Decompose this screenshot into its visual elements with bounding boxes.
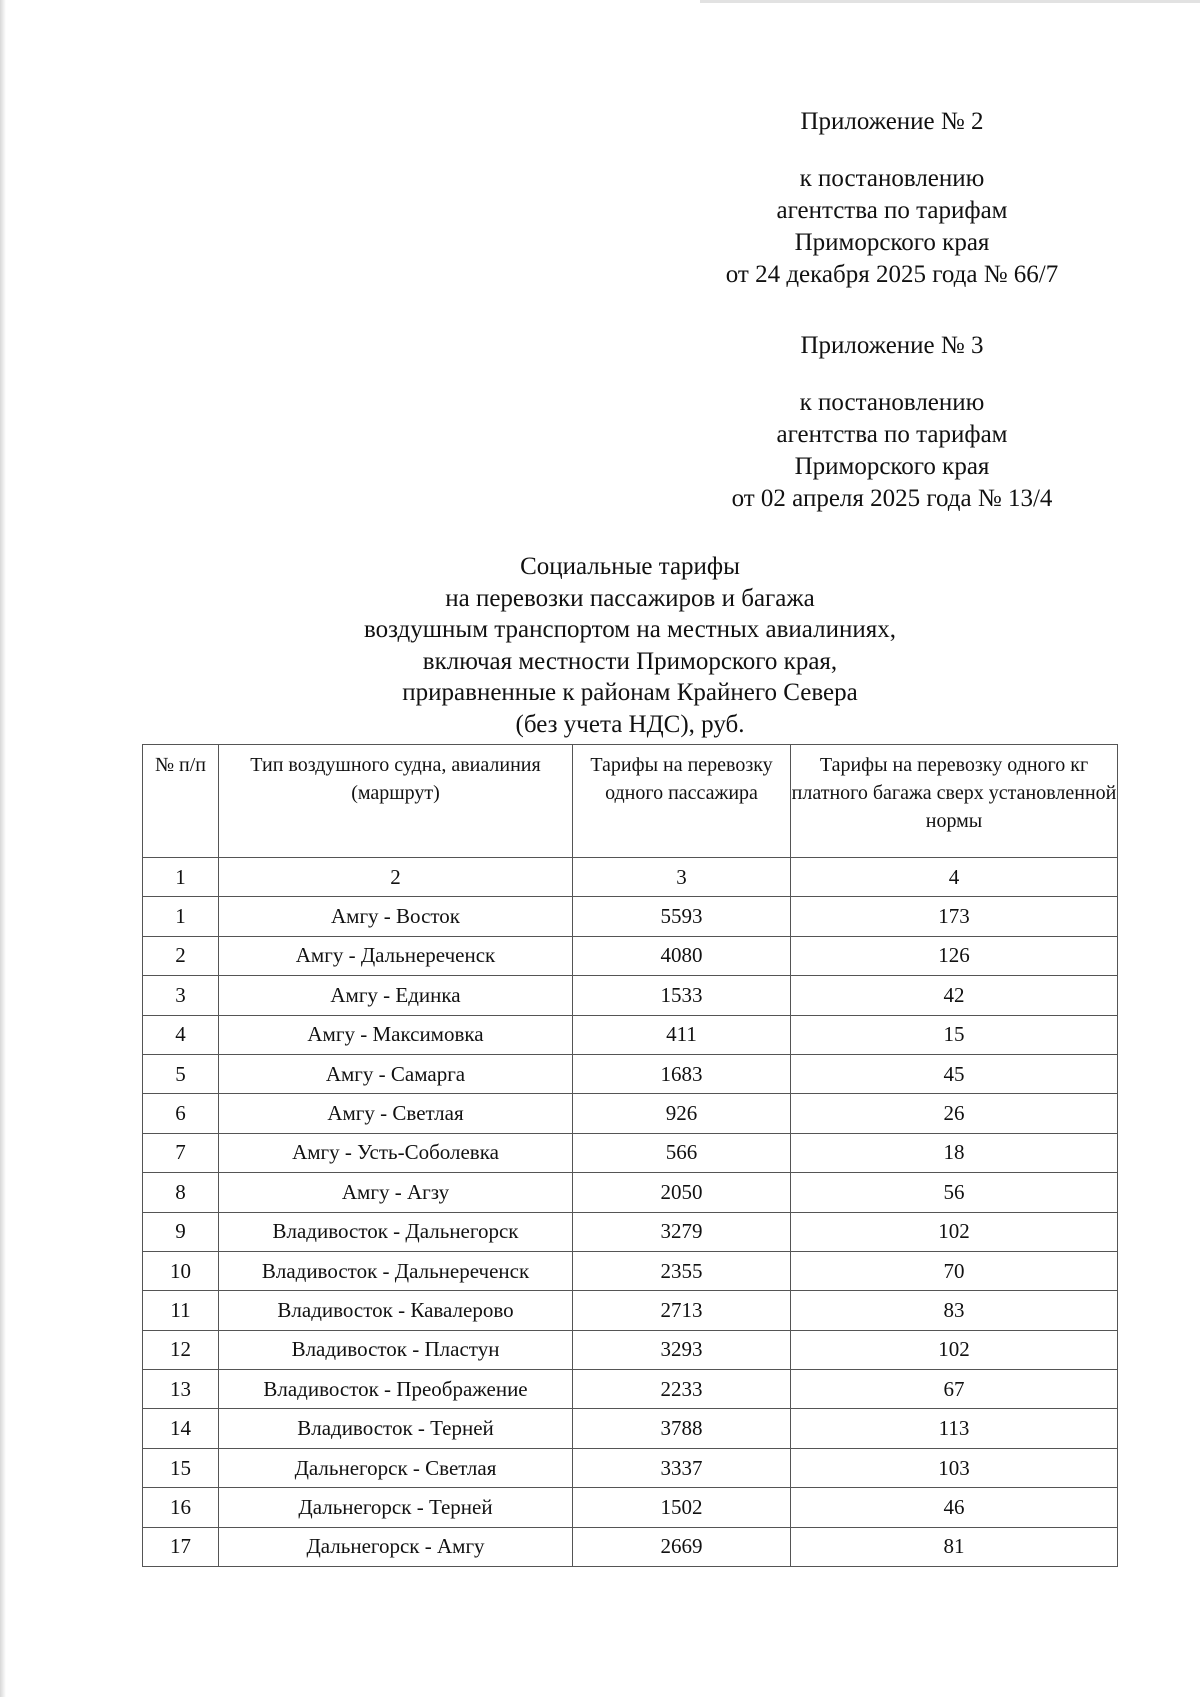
table-body [143, 858, 1118, 1567]
cell-passenger-tariff: 3293 [573, 1330, 791, 1369]
cell-route: Амгу - Восток [219, 897, 573, 936]
table-row [143, 1409, 1118, 1448]
cell-passenger-tariff: 566 [573, 1133, 791, 1172]
cell-baggage-tariff: 26 [791, 1094, 1118, 1133]
cell-number: 14 [143, 1409, 219, 1448]
cell-route: Амгу - Дальнереченск [219, 936, 573, 975]
cell-passenger-tariff: 2355 [573, 1251, 791, 1290]
title-line: включая местности Приморского края, [422, 647, 838, 675]
table-row [143, 1054, 1118, 1093]
table-row [143, 1488, 1118, 1527]
cell-baggage-tariff: 46 [791, 1488, 1118, 1527]
appendix-2-line: от 24 декабря 2025 года № 66/7 [725, 261, 1059, 288]
cell-number: 8 [143, 1173, 219, 1212]
table-row [143, 1370, 1118, 1409]
cell-route: Дальнегорск - Терней [219, 1488, 573, 1527]
cell-baggage-tariff: 173 [791, 897, 1118, 936]
title-line: на перевозки пассажиров и багажа [445, 584, 815, 612]
cell-number: 12 [143, 1330, 219, 1369]
table-row [143, 976, 1118, 1015]
title-line: (без учета НДС), руб. [515, 710, 745, 738]
cell-route: Владивосток - Дальнегорск [219, 1212, 573, 1251]
cell-passenger-tariff: 1683 [573, 1054, 791, 1093]
table-header-row [143, 745, 1118, 858]
appendix-2-block [682, 106, 1102, 291]
cell-passenger-tariff: 2669 [573, 1527, 791, 1566]
appendix-3-block [682, 330, 1102, 515]
appendix-3-line: к постановлению [799, 389, 985, 416]
cell-number: 2 [143, 936, 219, 975]
table-row [143, 1448, 1118, 1487]
appendix-2-line: Приморского края [794, 229, 990, 256]
cell-baggage-tariff: 103 [791, 1448, 1118, 1487]
cell-route: Дальнегорск - Светлая [219, 1448, 573, 1487]
cell-number: 5 [143, 1054, 219, 1093]
cell-passenger-tariff: 1533 [573, 976, 791, 1015]
cell-passenger-tariff: 926 [573, 1094, 791, 1133]
cell-baggage-tariff: 56 [791, 1173, 1118, 1212]
title-line: Социальные тарифы [520, 553, 740, 580]
appendix-2-line: к постановлению [799, 165, 985, 192]
table-row [143, 1173, 1118, 1212]
cell-route: Амгу - Единка [219, 976, 573, 1015]
cell-baggage-tariff: 102 [791, 1212, 1118, 1251]
table-row [143, 1212, 1118, 1251]
cell-number: 9 [143, 1212, 219, 1251]
cell-passenger-tariff: 2050 [573, 1173, 791, 1212]
column-number: 2 [219, 858, 573, 897]
cell-baggage-tariff: 102 [791, 1330, 1118, 1369]
cell-baggage-tariff: 18 [791, 1133, 1118, 1172]
tariff-table [142, 744, 1118, 1567]
cell-number: 13 [143, 1370, 219, 1409]
cell-number: 6 [143, 1094, 219, 1133]
cell-passenger-tariff: 3788 [573, 1409, 791, 1448]
cell-route: Владивосток - Пластун [219, 1330, 573, 1369]
cell-baggage-tariff: 70 [791, 1251, 1118, 1290]
scan-edge-top [700, 0, 1200, 3]
cell-number: 11 [143, 1291, 219, 1330]
cell-number: 10 [143, 1251, 219, 1290]
cell-number: 3 [143, 976, 219, 1015]
table-row [143, 1330, 1118, 1369]
column-number: 3 [573, 858, 791, 897]
cell-baggage-tariff: 42 [791, 976, 1118, 1015]
cell-route: Амгу - Светлая [219, 1094, 573, 1133]
table-row [143, 1527, 1118, 1566]
appendix-3-line: от 02 апреля 2025 года № 13/4 [731, 485, 1053, 512]
cell-number: 1 [143, 897, 219, 936]
cell-passenger-tariff: 411 [573, 1015, 791, 1054]
column-number: 4 [791, 858, 1118, 897]
cell-passenger-tariff: 5593 [573, 897, 791, 936]
appendix-3-label: Приложение № 3 [800, 332, 984, 359]
cell-route: Амгу - Агзу [219, 1173, 573, 1212]
title-line: приравненные к районам Крайнего Севера [402, 679, 858, 706]
cell-passenger-tariff: 1502 [573, 1488, 791, 1527]
header-number: № п/п [143, 745, 219, 858]
cell-passenger-tariff: 4080 [573, 936, 791, 975]
column-number-row [143, 858, 1118, 897]
cell-baggage-tariff: 126 [791, 936, 1118, 975]
cell-route: Амгу - Максимовка [219, 1015, 573, 1054]
appendix-2-label: Приложение № 2 [800, 108, 984, 135]
cell-number: 16 [143, 1488, 219, 1527]
cell-passenger-tariff: 2233 [573, 1370, 791, 1409]
cell-passenger-tariff: 3279 [573, 1212, 791, 1251]
cell-number: 15 [143, 1448, 219, 1487]
cell-baggage-tariff: 81 [791, 1527, 1118, 1566]
cell-route: Владивосток - Дальнереченск [219, 1251, 573, 1290]
cell-route: Владивосток - Преображение [219, 1370, 573, 1409]
table-row [143, 1133, 1118, 1172]
header-passenger-tariff: Тарифы на перевозку одного пассажира [573, 745, 791, 858]
appendix-3-line: агентства по тарифам [776, 421, 1008, 448]
cell-baggage-tariff: 45 [791, 1054, 1118, 1093]
cell-baggage-tariff: 113 [791, 1409, 1118, 1448]
cell-baggage-tariff: 67 [791, 1370, 1118, 1409]
appendix-3-line: Приморского края [794, 453, 990, 480]
scan-edge-left [0, 0, 6, 1697]
title-line: воздушным транспортом на местных авиалиниях, [364, 616, 896, 643]
cell-passenger-tariff: 2713 [573, 1291, 791, 1330]
table-row [143, 1015, 1118, 1054]
table-row [143, 1094, 1118, 1133]
cell-route: Дальнегорск - Амгу [219, 1527, 573, 1566]
cell-baggage-tariff: 15 [791, 1015, 1118, 1054]
cell-baggage-tariff: 83 [791, 1291, 1118, 1330]
table-row [143, 1291, 1118, 1330]
table-row [143, 1251, 1118, 1290]
document-title [230, 551, 1030, 740]
cell-route: Амгу - Усть-Соболевка [219, 1133, 573, 1172]
cell-number: 4 [143, 1015, 219, 1054]
cell-number: 7 [143, 1133, 219, 1172]
table-row [143, 936, 1118, 975]
cell-passenger-tariff: 3337 [573, 1448, 791, 1487]
cell-route: Владивосток - Терней [219, 1409, 573, 1448]
cell-route: Владивосток - Кавалерово [219, 1291, 573, 1330]
appendix-2-line: агентства по тарифам [776, 197, 1008, 224]
header-baggage-tariff: Тарифы на перевозку одного кг платного багажа сверх установленной нормы [791, 745, 1118, 858]
cell-route: Амгу - Самарга [219, 1054, 573, 1093]
table-row [143, 897, 1118, 936]
header-route: Тип воздушного судна, авиалиния (маршрут) [219, 745, 573, 858]
column-number: 1 [143, 858, 219, 897]
cell-number: 17 [143, 1527, 219, 1566]
